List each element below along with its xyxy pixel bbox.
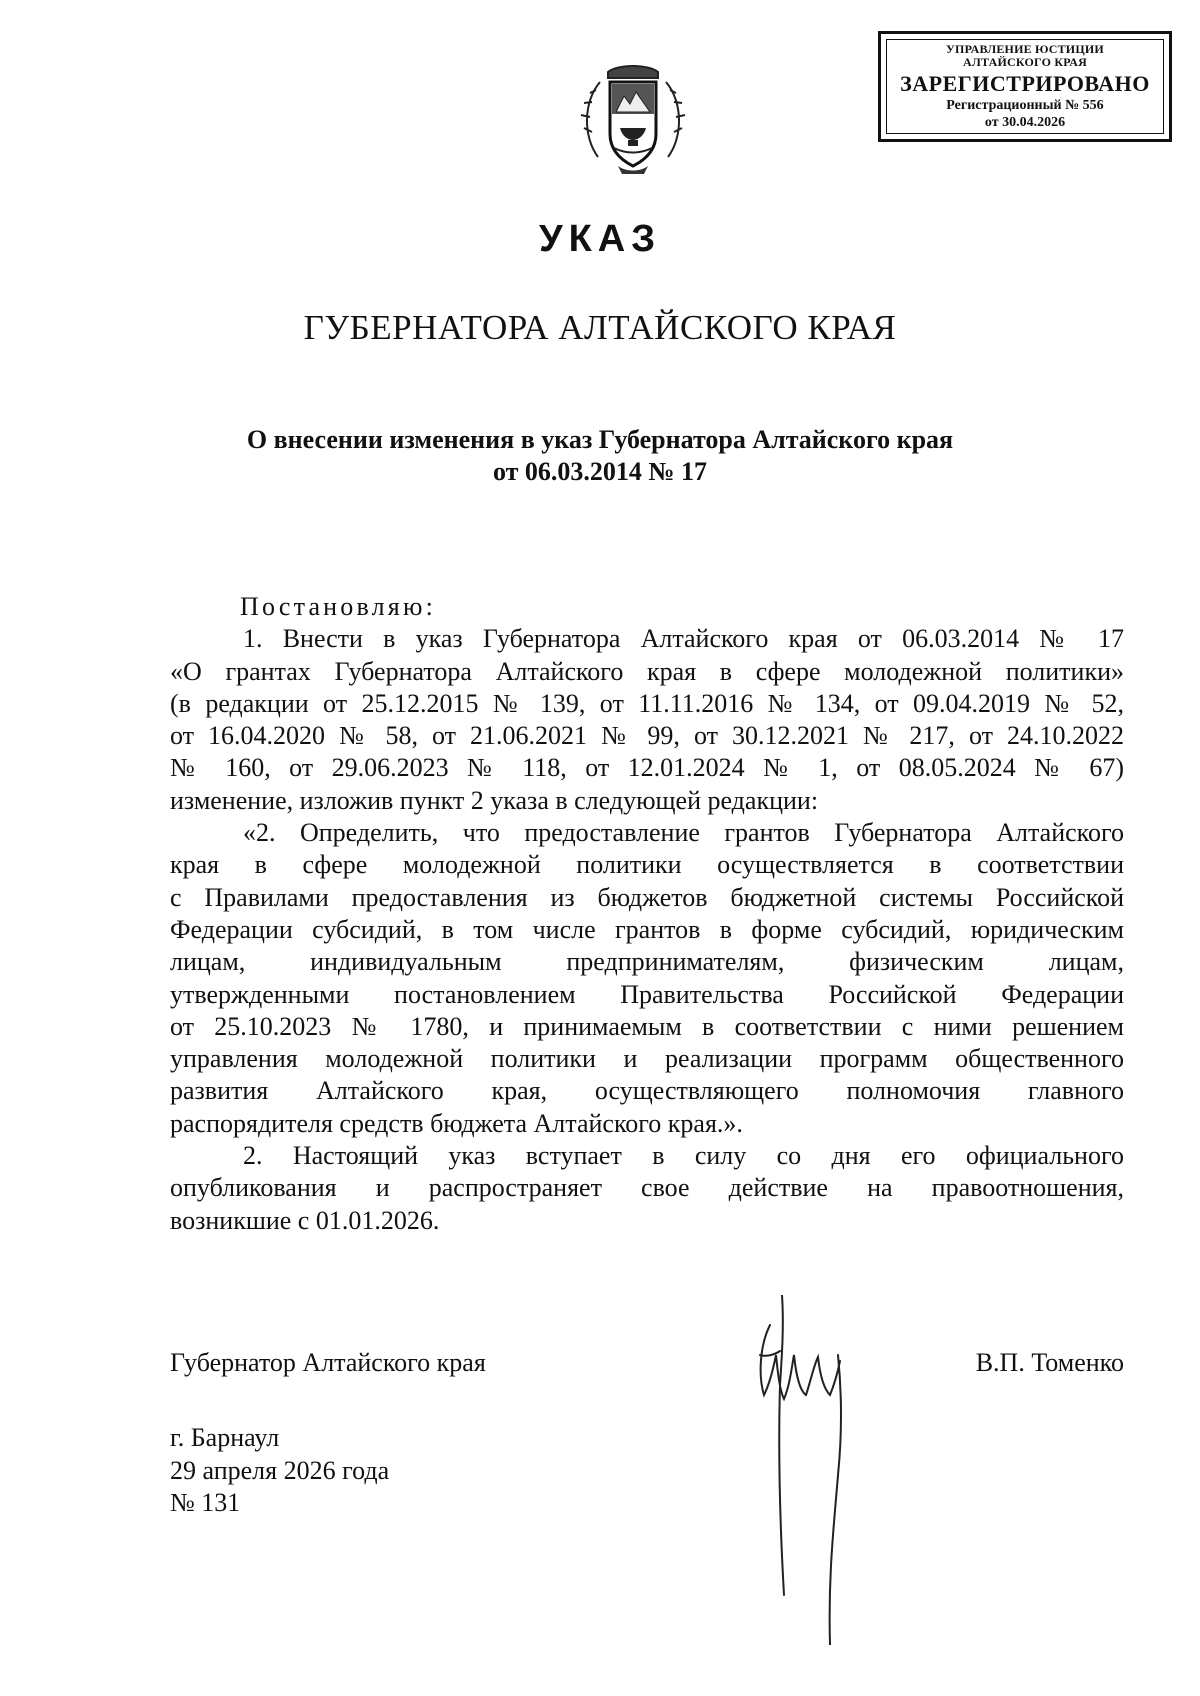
stamp-reg-number: Регистрационный № 556	[946, 98, 1104, 113]
paragraph-line: возникшие с 01.01.2026.	[170, 1205, 440, 1235]
paragraph-quoted	[170, 817, 1124, 1140]
issue-date: 29 апреля 2026 года	[170, 1455, 390, 1485]
paragraph-line: распорядителя средств бюджета Алтайского края.».	[170, 1108, 743, 1138]
issue-city: г. Барнаул	[170, 1423, 280, 1452]
paragraph-line: лицам, индивидуальным предпринимателям, физическим лицам,	[170, 947, 1124, 977]
paragraph-2	[170, 1140, 1124, 1237]
paragraph-line: «2. Определить, что предоставление грантов Губернатора Алтайского	[243, 818, 1124, 848]
doc-type-title: УКАЗ	[538, 218, 662, 260]
stamp-reg-date: от 30.04.2026	[984, 115, 1066, 130]
coat-of-arms-icon	[578, 62, 688, 182]
stamp-org: УПРАВЛЕНИЕ ЮСТИЦИИ АЛТАЙСКОГО КРАЯ	[946, 42, 1104, 69]
registration-stamp	[878, 31, 1172, 142]
issue-place-date	[170, 1422, 389, 1520]
paragraph-line: края в сфере молодежной политики осуществляется в соответствии	[170, 850, 1124, 880]
doc-body	[170, 591, 1124, 1237]
resolve-heading: Постановляю:	[240, 592, 437, 621]
paragraph-line: с Правилами предоставления из бюджетов бюджетной системы Российской	[170, 882, 1124, 912]
paragraph-line: управления молодежной политики и реализации программ общественного	[170, 1044, 1124, 1074]
paragraph-line: (в редакции от 25.12.2015 № 139, от 11.11.2016 № 134, от 09.04.2019 № 52,	[170, 688, 1124, 718]
issuer-title: ГУБЕРНАТОРА АЛТАЙСКОГО КРАЯ	[303, 308, 897, 347]
subject-line-2: от 06.03.2014 № 17	[492, 457, 708, 486]
issue-number: № 131	[170, 1488, 241, 1517]
paragraph-line: 2. Настоящий указ вступает в силу со дня его официального	[243, 1141, 1124, 1171]
stamp-inner-border	[886, 39, 1164, 134]
signer-title: Губернатор Алтайского края	[170, 1348, 486, 1377]
doc-subject	[0, 424, 1200, 488]
paragraph-line: развития Алтайского края, осуществляющего полномочия главного	[170, 1076, 1124, 1106]
paragraph-line: утвержденными постановлением Правительства Российской Федерации	[170, 979, 1124, 1009]
paragraph-1	[170, 623, 1124, 817]
signer-name: В.П. Томенко	[975, 1348, 1124, 1377]
handwritten-signature-icon	[730, 1295, 890, 1645]
paragraph-line: от 16.04.2020 № 58, от 21.06.2021 № 99, от 30.12.2021 № 217, от 24.10.2022	[170, 721, 1124, 751]
subject-line-1: О внесении изменения в указ Губернатора Алтайского края	[246, 425, 954, 454]
paragraph-line: «О грантах Губернатора Алтайского края в сфере молодежной политики»	[170, 656, 1124, 686]
paragraph-line: изменение, изложив пункт 2 указа в следующей редакции:	[170, 785, 819, 815]
paragraph-line: от 25.10.2023 № 1780, и принимаемым в соответствии с ними решением	[170, 1011, 1124, 1041]
paragraph-line: 1. Внести в указ Губернатора Алтайского края от 06.03.2014 № 17	[243, 624, 1124, 654]
stamp-status: ЗАРЕГИСТРИРОВАНО	[900, 71, 1150, 96]
paragraph-line: опубликования и распространяет свое действие на правоотношения,	[170, 1173, 1124, 1203]
paragraph-line: № 160, от 29.06.2023 № 118, от 12.01.2024 № 1, от 08.05.2024 № 67)	[170, 753, 1124, 783]
paragraph-line: Федерации субсидий, в том числе грантов в форме субсидий, юридическим	[170, 914, 1124, 944]
